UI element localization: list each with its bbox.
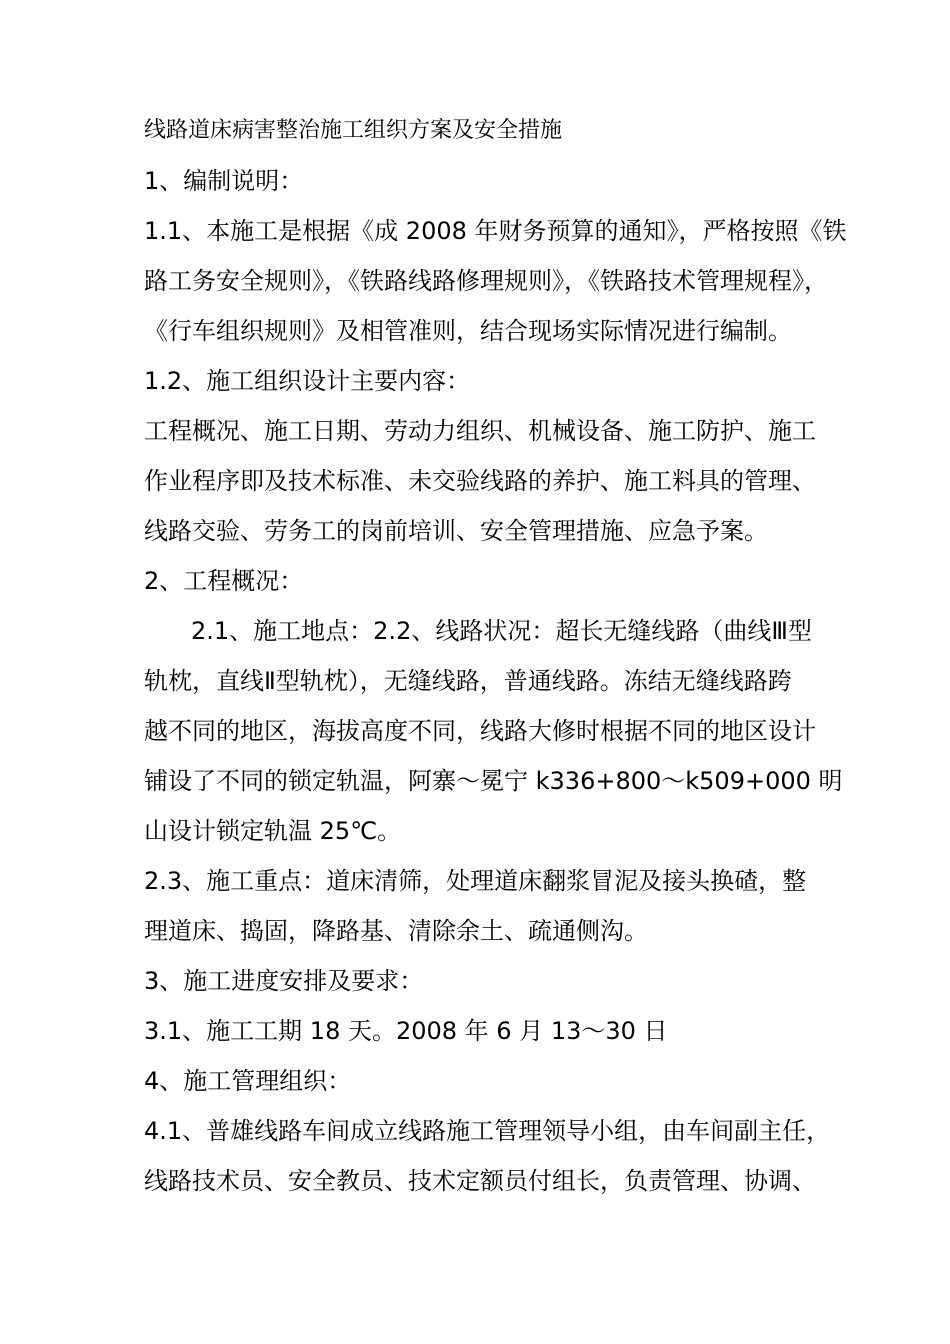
paragraph-line: 作业程序即及技术标准、未交验线路的养护、施工料具的管理、	[144, 467, 816, 495]
paragraph-line: 线路技术员、安全教员、技术定额员付组长，负责管理、协调、	[144, 1167, 816, 1195]
section-heading-1: 1、编制说明：	[144, 167, 304, 195]
paragraph-line: 2.1、施工地点：2.2、线路状况：超长无缝线路（曲线Ⅲ型	[191, 617, 812, 645]
paragraph-line: 理道床、捣固，降路基、清除余土、疏通侧沟。	[144, 917, 648, 945]
paragraph-line: 铺设了不同的锁定轨温，阿寨～冕宁 k336+800～k509+000 明	[144, 767, 843, 795]
paragraph-line: 越不同的地区，海拔高度不同，线路大修时根据不同的地区设计	[144, 717, 816, 745]
paragraph-line: 线路交验、劳务工的岗前培训、安全管理措施、应急予案。	[144, 517, 768, 545]
document-title: 线路道床病害整治施工组织方案及安全措施	[144, 118, 563, 143]
paragraph-line: 3.1、施工工期 18 天。2008 年 6 月 13～30 日	[144, 1017, 668, 1045]
section-heading-4: 4、施工管理组织：	[144, 1067, 352, 1095]
paragraph-line: 山设计锁定轨温 25℃。	[144, 817, 402, 845]
paragraph-line: 1.1、本施工是根据《成 2008 年财务预算的通知》，严格按照《铁	[144, 217, 847, 245]
paragraph-line: 路工务安全规则》，《铁路线路修理规则》，《铁路技术管理规程》，	[144, 267, 828, 295]
section-heading-2: 2、工程概况：	[144, 567, 304, 595]
paragraph-line: 轨枕，直线Ⅱ型轨枕），无缝线路，普通线路。冻结无缝线路跨	[144, 667, 792, 695]
paragraph-line: 2.3、施工重点：道床清筛，处理道床翻浆冒泥及接头换碴，整	[144, 867, 807, 895]
subsection-heading-1-2: 1.2、施工组织设计主要内容：	[144, 367, 471, 395]
paragraph-line: 《行车组织规则》及相管准则，结合现场实际情况进行编制。	[144, 317, 792, 345]
paragraph-line: 4.1、普雄线路车间成立线路施工管理领导小组，由车间副主任，	[144, 1117, 831, 1145]
paragraph-line: 工程概况、施工日期、劳动力组织、机械设备、施工防护、施工	[144, 417, 816, 445]
section-heading-3: 3、施工进度安排及要求：	[144, 967, 424, 995]
